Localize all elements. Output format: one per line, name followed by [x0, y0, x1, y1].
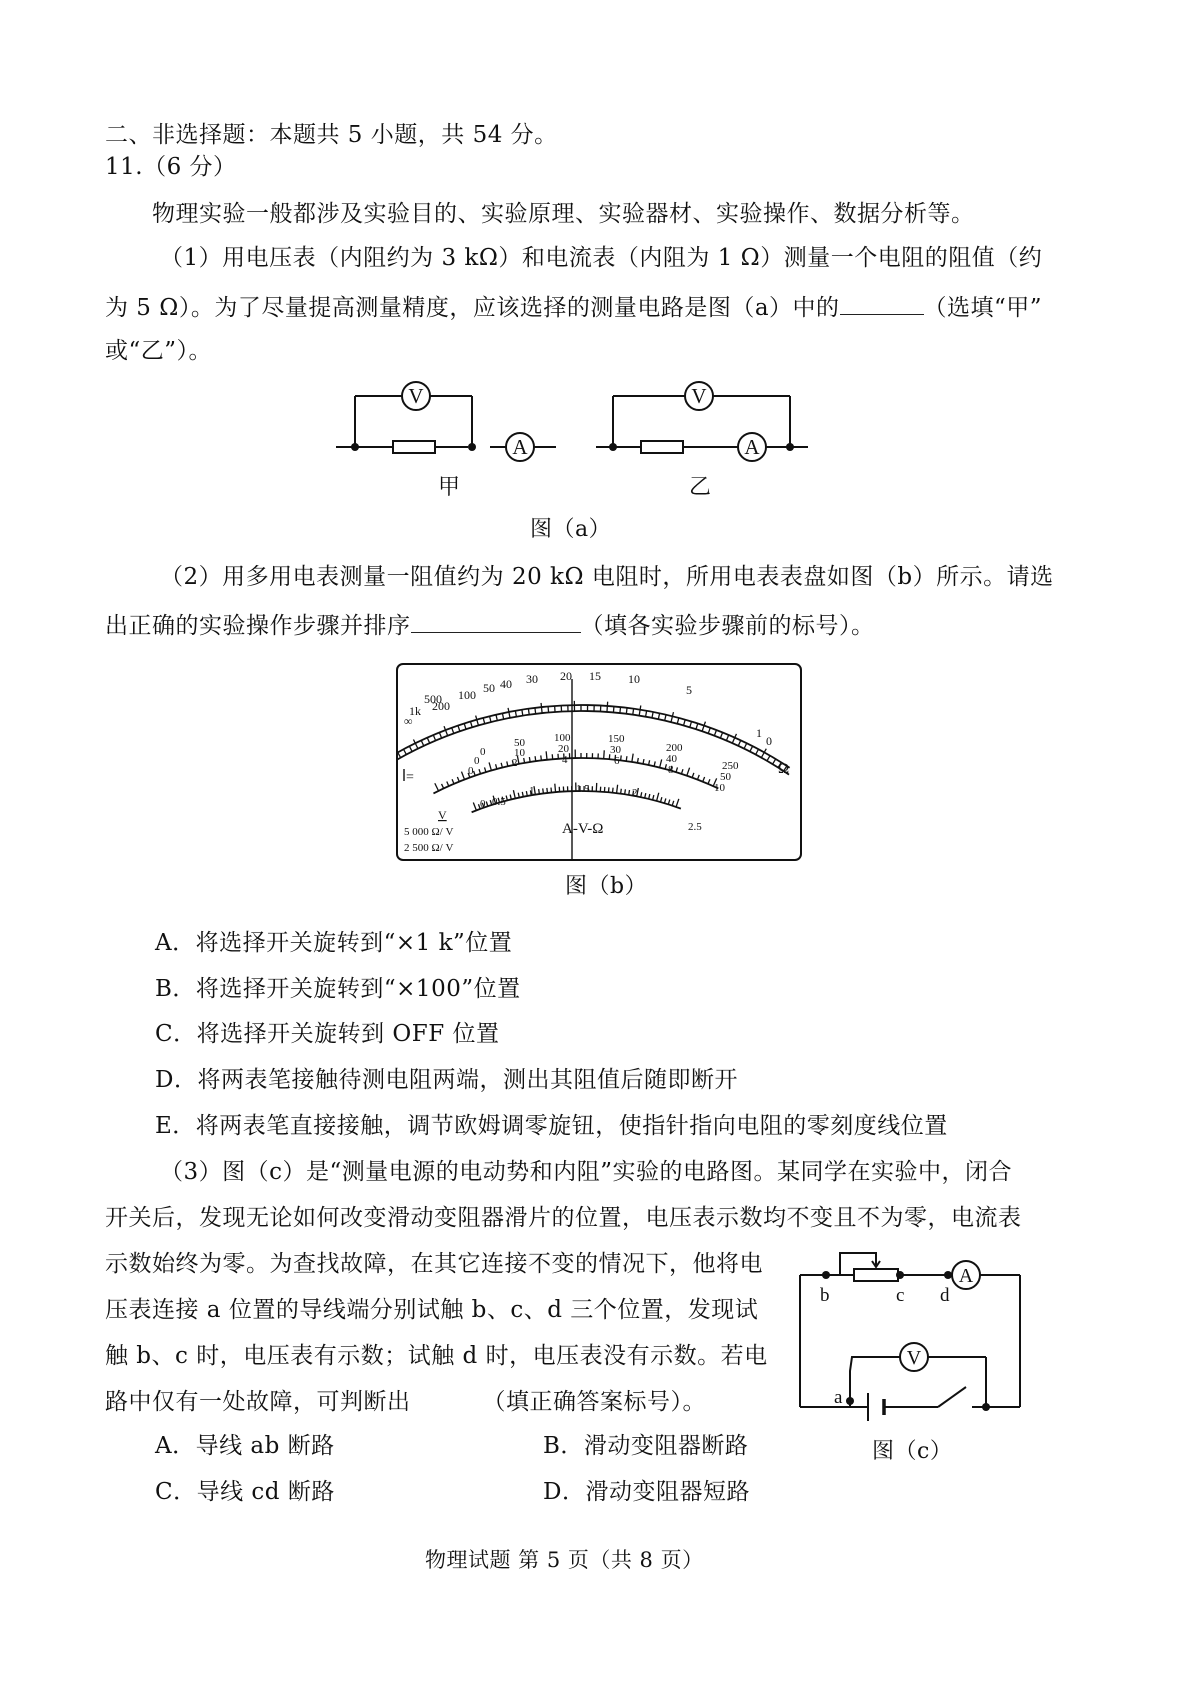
section-header: 二、非选择题：本题共 5 小题，共 54 分。: [105, 122, 558, 148]
dial-ohm-tick: [684, 720, 686, 726]
dial-ohm-10: 10: [628, 672, 640, 686]
dial-ohm-tick: [646, 711, 647, 717]
dial-ac-tick: [539, 789, 540, 794]
dial-ac-tick: [661, 797, 662, 802]
dial-ac-tick: [473, 802, 476, 810]
dial-ohm-tick: [756, 749, 759, 754]
part3-line1: （3）图（c）是“测量电源的电动势和内阻”实验的电路图。某同学在实验中，闭合: [160, 1159, 1013, 1185]
dial-mid-a-150: 150: [608, 733, 625, 745]
dial-ohm-tick: [677, 718, 679, 724]
part1-line2-text: 为 5 Ω）。为了尽量提高测量精度，应该选择的测量电路是图（a）中的: [105, 295, 840, 321]
dial-ohm-tick: [541, 703, 542, 713]
dial-low-0: 0: [480, 798, 486, 810]
dial-ohm-tick: [773, 759, 776, 764]
dial-ac-tick: [649, 794, 650, 799]
figure-c-circuit: [790, 1245, 1030, 1445]
question-number: 11.（6 分）: [105, 154, 237, 180]
dial-mid-c-10: 10: [714, 782, 725, 794]
dial-ohm-tick: [639, 706, 641, 716]
part2-option-e: E．将两表笔直接接触，调节欧姆调零旋钮，使指针指向电阻的零刻度线位置: [155, 1113, 948, 1139]
dial-dc-tick: [489, 762, 491, 770]
dial-ohm-100: 100: [458, 688, 476, 702]
part2-line2-text: 出正确的实验操作步骤并排序: [105, 613, 411, 639]
ammeter-c-symbol: A: [958, 1265, 974, 1287]
figure-a-circuits: [320, 370, 840, 520]
dial-mid-b-0: 0: [474, 755, 480, 767]
dial-ohm-symbol: Ω: [778, 761, 790, 777]
dial-mid-b-50: 50: [720, 771, 731, 783]
dial-ohm-tick: [750, 746, 753, 751]
dial-dc-tick: [457, 777, 459, 782]
part3-line3: 示数始终为零。为查找故障，在其它连接不变的情况下，他将电: [105, 1251, 763, 1277]
dial-ohm-tick: [502, 713, 503, 719]
dial-ohm-tick: [535, 708, 536, 714]
dial-ohm-tick: [607, 702, 608, 712]
dial-ohm-tick: [409, 746, 412, 751]
part2-option-b: B．将选择开关旋转到“×100”位置: [155, 976, 521, 1002]
dial-infinity: ∞: [404, 714, 413, 728]
dial-ac-tick: [668, 800, 669, 805]
dial-low-2: 2: [632, 787, 638, 799]
dial-dc-tick: [621, 755, 622, 760]
dial-dc-tick: [697, 775, 699, 780]
dial-dc-tick: [474, 771, 476, 776]
dial-ohm-5: 5: [686, 683, 692, 697]
dial-low-1: 1: [529, 785, 535, 797]
figure-a-caption: 图（a）: [530, 517, 612, 542]
dial-mid-b-40: 40: [666, 753, 677, 765]
dial-ac-tick: [526, 791, 527, 796]
dial-mid-c-0: 0: [468, 765, 474, 777]
rheostat: [854, 1269, 898, 1281]
dial-low-0-5: 0.5: [492, 796, 506, 808]
label-b: b: [820, 1285, 830, 1306]
dial-mid-a-50: 50: [514, 737, 525, 749]
dial-dc-tick: [485, 767, 486, 772]
dial-ac-tick: [672, 801, 674, 806]
dial-dc-tick: [681, 769, 683, 774]
part3-line6-text-b: （填正确答案标号）。: [482, 1389, 706, 1415]
dial-ac-tick: [547, 788, 548, 793]
dial-ac-tick: [664, 798, 665, 803]
dial-dc-tick: [442, 784, 444, 789]
dial-ohm-tick: [690, 722, 692, 728]
part2-line1: （2）用多用电表测量一阻值约为 20 kΩ 电阻时，所用电表表盘如图（b）所示。请选: [160, 564, 1054, 590]
dial-ohm-tick: [439, 733, 441, 739]
dial-dc-tick: [637, 758, 638, 763]
dial-low-2-5: 2.5: [688, 821, 702, 833]
dial-ohm-tick: [404, 749, 407, 754]
dial-ohm-tick: [665, 715, 666, 721]
dial-ac-tick: [657, 793, 659, 801]
dial-ohm-tick: [652, 712, 653, 718]
dial-mid-b-30: 30: [610, 744, 621, 756]
part3-option-d: D．滑动变阻器短路: [543, 1479, 750, 1505]
dial-ac-tick: [653, 795, 654, 800]
part3-option-a: A．导线 ab 断路: [155, 1433, 335, 1459]
dial-ohm-500: 500: [424, 692, 442, 706]
part3-option-c: C．导线 cd 断路: [155, 1479, 335, 1505]
dial-dc-tick: [604, 750, 605, 758]
dial-ohm-tick: [708, 728, 710, 734]
dial-mid-a-0: 0: [480, 746, 486, 758]
circuit-jia-label: 甲: [437, 474, 461, 499]
dial-ohm-tick: [464, 724, 466, 730]
dial-mid-c-6: 6: [614, 755, 620, 767]
part3-line5: 触 b、c 时，电压表有示数；试触 d 时，电压表没有示数。若电: [105, 1343, 768, 1369]
dial-ac-tick: [676, 799, 679, 807]
dial-ohm-tick: [744, 743, 747, 748]
dial-ohm-tick: [483, 718, 485, 724]
dial-ac-tick: [625, 789, 626, 794]
dial-dc-tick: [703, 777, 705, 782]
dial-ohm-tick: [458, 726, 460, 732]
dial-dc-tick: [708, 779, 710, 784]
dial-ohm-1k: 1k: [409, 704, 421, 718]
voltmeter-yi-symbol: V: [691, 384, 707, 408]
dial-ohm-1: 1: [756, 726, 762, 740]
dial-low-1-5: 1.5: [576, 783, 590, 795]
part2-line2: [105, 608, 875, 641]
dial-dc-tick: [535, 756, 536, 761]
dial-mid-c-8: 8: [668, 764, 674, 776]
dial-ohm-tick: [620, 707, 621, 713]
dial-ohm-tick: [633, 709, 634, 715]
dial-dc-tick: [632, 754, 633, 762]
dial-mid-b-10: 10: [514, 747, 525, 759]
dial-ohm-tick: [470, 722, 472, 728]
node-a: [846, 1397, 854, 1405]
dial-ohm-tick: [490, 716, 491, 722]
dial-ohm-tick: [522, 710, 523, 716]
dial-center-label: A-V-Ω: [562, 821, 604, 837]
dial-ohm-tick: [433, 735, 435, 741]
part1-line1: （1）用电压表（内阻约为 3 kΩ）和电流表（内阻为 1 Ω）测量一个电阻的阻值（约: [160, 245, 1043, 271]
dial-mid-c-2: 2: [512, 757, 518, 769]
dial-ohm-tick: [738, 740, 741, 745]
dial-dc-tick: [660, 759, 662, 767]
dial-ac-tick: [551, 788, 552, 793]
dial-dc-tick: [687, 768, 690, 776]
part3-line6: [105, 1387, 706, 1417]
dial-ohm-tick: [452, 728, 454, 734]
dial-ac-tick: [510, 795, 511, 800]
dial-ohm-15: 15: [589, 669, 601, 683]
part1-line2-text-b: （选填“甲”: [923, 295, 1043, 321]
dial-ohm-tick: [720, 733, 722, 739]
dial-ac-tick: [543, 788, 544, 793]
page-footer: 物理试题 第 5 页（共 8 页）: [425, 1548, 704, 1572]
label-c: c: [896, 1285, 905, 1306]
figure-c-caption: 图（c）: [872, 1439, 953, 1464]
dial-ohm-tick: [726, 735, 728, 741]
dial-ac-tick: [555, 784, 556, 792]
dial-sensitivity-1: 5 000 Ω/ V: [404, 826, 454, 838]
part3-line4: 压表连接 a 位置的导线端分别试触 b、c、d 三个位置，发现试: [105, 1297, 759, 1323]
dial-dc-tick: [676, 767, 677, 772]
dial-ohm-tick: [515, 711, 516, 717]
dial-mid-b-20: 20: [558, 743, 569, 755]
dial-ohm-tick: [398, 752, 401, 757]
dial-ohm-tick: [696, 724, 698, 730]
dial-ohm-200: 200: [432, 699, 450, 713]
dial-mid-a-250: 250: [722, 760, 739, 772]
dial-ac-tick: [513, 790, 515, 798]
dial-ohm-tick: [767, 756, 770, 761]
dial-ac-tick: [613, 788, 614, 793]
switch: [938, 1387, 966, 1407]
part3-line2: 开关后，发现无论如何改变滑动变阻器滑片的位置，电压表示数均不变且不为零，电流表: [105, 1205, 1022, 1231]
figure-b-caption: 图（b）: [565, 874, 648, 899]
node-c: [896, 1271, 904, 1279]
dial-ohm-40: 40: [500, 677, 512, 691]
node-b: [822, 1271, 830, 1279]
dial-dc-tick: [529, 757, 530, 762]
dial-mid-a-100: 100: [554, 732, 571, 744]
figure-b-multimeter-dial: [396, 663, 802, 861]
dial-ac-tick: [506, 796, 507, 801]
dial-ohm-tick: [613, 706, 614, 712]
part3-line6-text: 路中仅有一处故障，可判断出: [105, 1389, 411, 1415]
dial-ohm-tick: [548, 706, 549, 712]
dial-ohm-50: 50: [483, 681, 495, 695]
dial-dc-tick: [692, 773, 694, 778]
dial-ac-tick: [621, 789, 622, 794]
dial-ohm-tick: [714, 730, 716, 736]
dial-ac-symbol: V: [438, 808, 447, 822]
part2-line2-text-b: （填各实验步骤前的标号）。: [580, 613, 875, 639]
dial-ohm-tick: [528, 709, 529, 715]
answer-blank-2[interactable]: [411, 608, 581, 633]
part2-option-a: A．将选择开关旋转到“×1 k”位置: [155, 930, 513, 956]
dial-ohm-0: 0: [766, 734, 772, 748]
label-d: d: [940, 1285, 950, 1306]
circuit-yi-label: 乙: [688, 474, 712, 499]
part1-line3: 或“乙”）。: [105, 338, 213, 364]
voltmeter-c-symbol: V: [906, 1347, 922, 1369]
part1-line2: [105, 290, 1042, 323]
voltmeter-jia-symbol: V: [408, 384, 424, 408]
dial-ohm-tick: [421, 740, 424, 745]
dial-ac-tick: [629, 790, 630, 795]
dial-ohm-tick: [626, 708, 627, 714]
dial-ohm-30: 30: [526, 672, 538, 686]
dial-sensitivity-2: 2 500 Ω/ V: [404, 842, 454, 854]
ammeter-jia-symbol: A: [512, 435, 528, 459]
dial-dc-tick: [541, 755, 542, 760]
dial-dc-tick: [461, 772, 464, 780]
label-a: a: [834, 1387, 843, 1408]
part2-option-c: C．将选择开关旋转到 OFF 位置: [155, 1021, 500, 1047]
part3-option-b: B．滑动变阻器断路: [543, 1433, 749, 1459]
dial-ohm-tick: [427, 738, 429, 743]
dial-dc-tick: [447, 782, 449, 787]
dial-dc-tick: [626, 756, 627, 761]
dial-dc-tick: [546, 751, 547, 759]
dial-ohm-tick: [658, 713, 659, 719]
node-d: [944, 1271, 952, 1279]
dial-dc-symbol: =: [406, 770, 414, 785]
dial-dc-tick: [435, 783, 439, 791]
dial-mid-c-4: 4: [562, 754, 568, 766]
ammeter-yi-symbol: A: [744, 435, 760, 459]
intro-text: 物理实验一般都涉及实验目的、实验原理、实验器材、实验操作、数据分析等。: [152, 201, 975, 227]
dial-dc-tick: [479, 769, 481, 774]
dial-dc-tick: [452, 779, 454, 784]
answer-blank-1[interactable]: [840, 290, 924, 315]
dial-ohm-20: 20: [560, 669, 572, 683]
dial-ac-tick: [617, 785, 618, 793]
dial-mid-a-200: 200: [666, 742, 683, 754]
dial-ac-tick: [486, 802, 488, 807]
part2-option-d: D．将两表笔接触待测电阻两端，测出其阻值后随即断开: [155, 1067, 738, 1093]
dial-ohm-tick: [496, 715, 497, 721]
